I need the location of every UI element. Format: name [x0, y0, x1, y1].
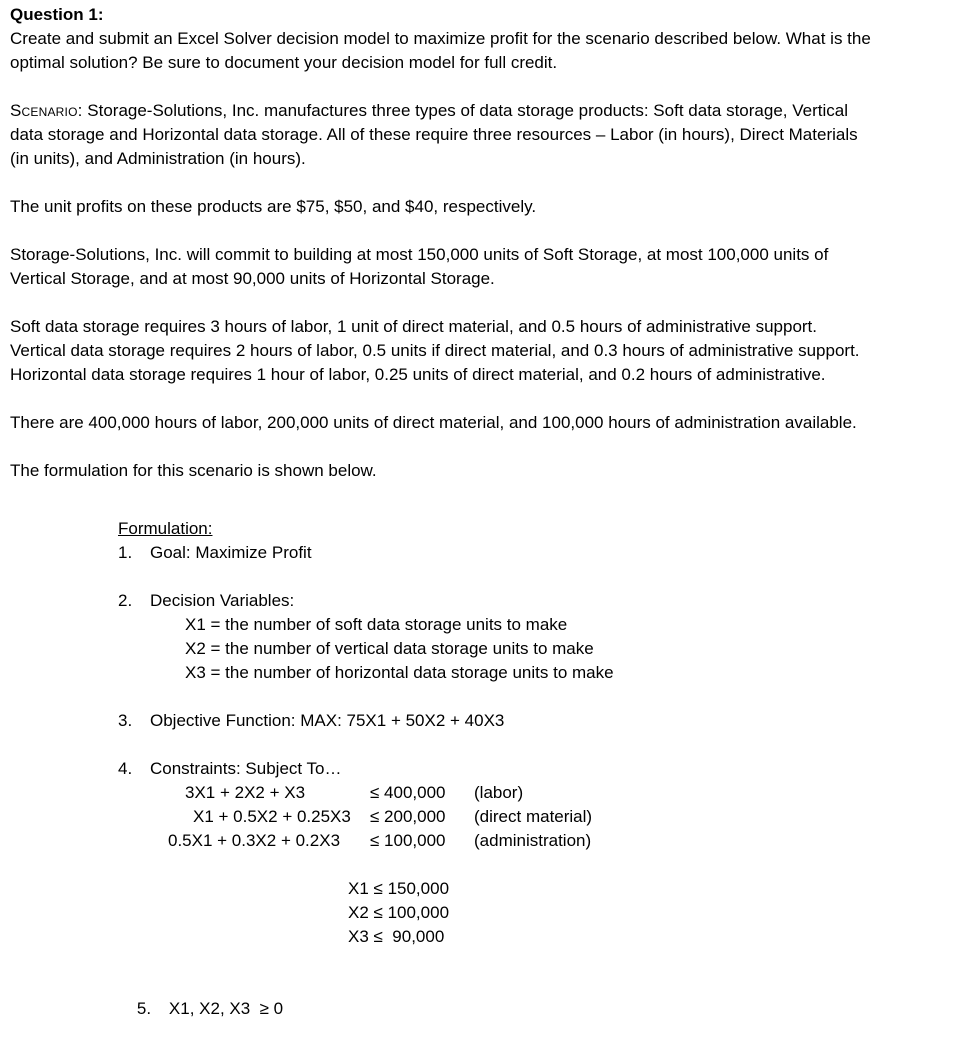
- item-text: Decision Variables:: [150, 591, 295, 610]
- constraint-labor-rhs: ≤ 400,000: [370, 783, 446, 802]
- item-number: 2.: [118, 591, 133, 610]
- item-number: 1.: [118, 543, 133, 562]
- question-prompt-line-2: optimal solution? Be sure to document your decision model for full credit.: [10, 53, 558, 72]
- formulation-item-objective: [118, 709, 504, 733]
- requirement-line-horizontal: Horizontal data storage requires 1 hour of labor, 0.25 units of direct material, and 0.2 hours of administrative.: [10, 365, 826, 384]
- requirement-line-soft: Soft data storage requires 3 hours of labor, 1 unit of direct material, and 0.5 hours of administrative support.: [10, 317, 818, 336]
- bound-x2: X2 ≤ 100,000: [348, 903, 450, 922]
- item-text: Objective Function: MAX: 75X1 + 50X2 + 40X3: [150, 711, 505, 730]
- constraint-admin-rhs: ≤ 100,000: [370, 831, 446, 850]
- constraint-material-note: (direct material): [474, 807, 593, 826]
- question-prompt-line-1: Create and submit an Excel Solver decision model to maximize profit for the scenario described below. What is the: [10, 29, 871, 48]
- constraint-material-lhs: X1 + 0.5X2 + 0.25X3: [193, 807, 351, 826]
- constraint-admin-note: (administration): [474, 831, 592, 850]
- requirement-line-vertical: Vertical data storage requires 2 hours of labor, 0.5 units if direct material, and 0.3 hours of administrative support.: [10, 341, 860, 360]
- constraint-admin-lhs: 0.5X1 + 0.3X2 + 0.2X3: [168, 831, 341, 850]
- formulation-item-goal: [118, 541, 312, 565]
- constraint-material-rhs: ≤ 200,000: [370, 807, 446, 826]
- unit-profits-paragraph: The unit profits on these products are $75, $50, and $40, respectively.: [10, 197, 537, 216]
- item-number: 5.: [136, 999, 152, 1018]
- bound-x3: X3 ≤ 90,000: [348, 927, 445, 946]
- constraint-labor-note: (labor): [474, 783, 524, 802]
- formulation-item-decision-variables: [118, 589, 294, 613]
- constraint-labor-lhs: 3X1 + 2X2 + X3: [185, 783, 306, 802]
- item-text: Constraints: Subject To…: [150, 759, 342, 778]
- scenario-text-1: Storage-Solutions, Inc. manufactures three types of data storage products: Soft data storage, Vertical: [82, 101, 848, 120]
- formulation-intro: The formulation for this scenario is shown below.: [10, 461, 377, 480]
- decision-variable-x1: X1 = the number of soft data storage units to make: [185, 615, 568, 634]
- question-title: Question 1:: [10, 5, 104, 24]
- commitment-line-2: Vertical Storage, and at most 90,000 units of Horizontal Storage.: [10, 269, 495, 288]
- item-text: X1, X2, X3 ≥ 0: [168, 999, 284, 1018]
- decision-variable-x3: X3 = the number of horizontal data storage units to make: [185, 663, 614, 682]
- commitment-line-1: Storage-Solutions, Inc. will commit to building at most 150,000 units of Soft Storage, at most 100,000 units of: [10, 245, 829, 264]
- item-number: 3.: [118, 711, 133, 730]
- item-number: 4.: [118, 759, 133, 778]
- scenario-line-1: [10, 99, 848, 123]
- formulation-heading: Formulation:: [118, 519, 213, 538]
- decision-variable-x2: X2 = the number of vertical data storage units to make: [185, 639, 594, 658]
- bound-x1: X1 ≤ 150,000: [348, 879, 450, 898]
- item-text: Goal: Maximize Profit: [150, 543, 312, 562]
- scenario-line-3: (in units), and Administration (in hours).: [10, 149, 306, 168]
- formulation-item-constraints: [118, 757, 342, 781]
- availability-paragraph: There are 400,000 hours of labor, 200,000 units of direct material, and 100,000 hours of administration available.: [10, 413, 857, 432]
- scenario-label: Scenario:: [10, 101, 83, 120]
- scenario-line-2: data storage and Horizontal data storage. All of these require three resources – Labor (in hours), Direct Materials: [10, 125, 858, 144]
- formulation-item-nonnegativity: [118, 973, 283, 1045]
